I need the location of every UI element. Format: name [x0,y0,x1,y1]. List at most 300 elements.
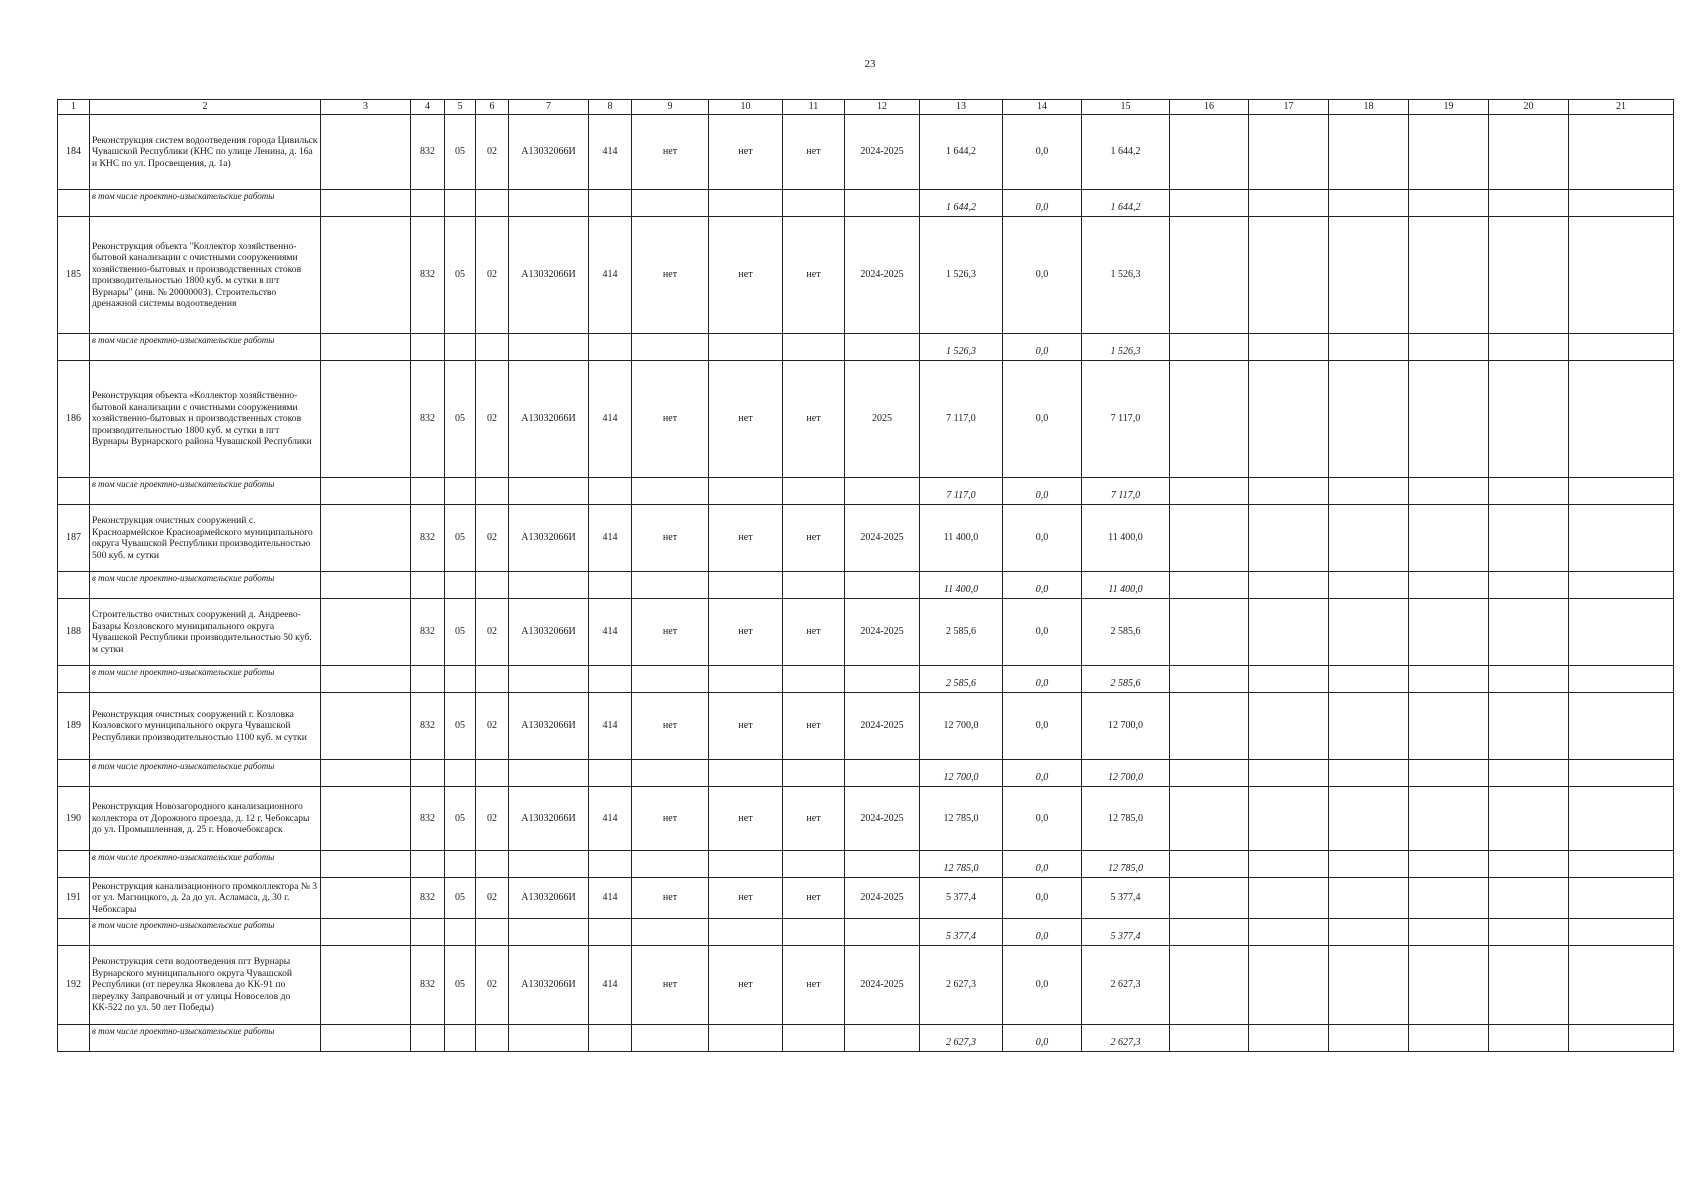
cell-amount: 2 627,3 [1082,1025,1170,1052]
subrow-label: в том числе проектно-изыскательские работы [90,919,321,946]
cell-empty [411,666,445,693]
cell-empty [1569,946,1674,1025]
cell-subsection: 02 [476,115,509,190]
cell-amount: 1 644,2 [920,190,1003,217]
subrow-label: в том числе проектно-изыскательские работы [90,190,321,217]
cell-empty [445,478,476,505]
cell-empty [1249,1025,1329,1052]
row-number: 190 [58,787,90,851]
cell-empty [1409,190,1489,217]
row-number: 184 [58,115,90,190]
cell-empty [632,1025,709,1052]
cell-subsection: 02 [476,217,509,334]
cell-empty [1170,361,1249,478]
cell-amount: 12 785,0 [920,851,1003,878]
cell-empty [845,190,920,217]
cell-empty [58,334,90,361]
cell-empty [1170,919,1249,946]
cell-empty [476,1025,509,1052]
cell-empty [1489,190,1569,217]
cell-empty [783,478,845,505]
col-header: 10 [709,100,783,115]
cell-flag: нет [783,361,845,478]
cell-empty [445,190,476,217]
cell-empty [1569,478,1674,505]
table-row [58,878,1674,919]
cell-empty [589,478,632,505]
cell-amount: 2 585,6 [1082,666,1170,693]
cell-amount: 2 585,6 [920,599,1003,666]
cell-empty [709,334,783,361]
cell-empty [1329,693,1409,760]
cell-empty [1249,505,1329,572]
cell-empty [1569,505,1674,572]
cell-target-article: А13032066И [509,599,589,666]
cell-period: 2024-2025 [845,217,920,334]
cell-empty [58,851,90,878]
cell-empty [321,361,411,478]
object-name: Реконструкция сети водоотведения пгт Вурнары Вурнарского муниципального округа Чувашской Республики (от переулка Яковлева до КК-91 по переулку Заправочный и от улицы Новоселов до КК-522 по ул. 50 лет Победы) [90,946,321,1025]
cell-empty [845,919,920,946]
cell-empty [445,572,476,599]
cell-empty [509,334,589,361]
cell-amount: 0,0 [1003,787,1082,851]
cell-flag: нет [783,115,845,190]
cell-amount: 0,0 [1003,919,1082,946]
cell-empty [1489,115,1569,190]
col-header: 1 [58,100,90,115]
cell-empty [321,946,411,1025]
col-header: 17 [1249,100,1329,115]
cell-empty [1170,1025,1249,1052]
cell-empty [1409,361,1489,478]
cell-empty [845,1025,920,1052]
cell-empty [783,919,845,946]
cell-empty [1569,572,1674,599]
table-subrow [58,572,1674,599]
cell-empty [589,919,632,946]
cell-empty [1569,878,1674,919]
cell-empty [1170,878,1249,919]
cell-empty [1409,878,1489,919]
cell-flag: нет [709,878,783,919]
object-name: Реконструкция очистных сооружений г. Козловка Козловского муниципального округа Чувашской Республики производительностью 1100 куб. м сутки [90,693,321,760]
cell-empty [1489,361,1569,478]
cell-empty [1569,1025,1674,1052]
cell-amount: 12 700,0 [920,693,1003,760]
cell-amount: 1 644,2 [1082,190,1170,217]
cell-empty [709,1025,783,1052]
cell-empty [845,666,920,693]
cell-amount: 1 526,3 [1082,217,1170,334]
row-number: 189 [58,693,90,760]
table-subrow [58,919,1674,946]
cell-flag: нет [709,693,783,760]
cell-empty [1249,787,1329,851]
cell-period: 2024-2025 [845,693,920,760]
cell-empty [1409,115,1489,190]
cell-amount: 1 526,3 [1082,334,1170,361]
cell-amount: 7 117,0 [1082,478,1170,505]
cell-empty [1569,115,1674,190]
cell-empty [1569,693,1674,760]
table-row [58,946,1674,1025]
object-name: Реконструкция очистных сооружений с. Красноармейское Красноармейского муниципального округа Чувашской Республики производительностью 500 куб. м сутки [90,505,321,572]
cell-target-article: А13032066И [509,787,589,851]
cell-empty [445,666,476,693]
cell-target-article: А13032066И [509,878,589,919]
cell-period: 2024-2025 [845,787,920,851]
cell-amount: 2 627,3 [1082,946,1170,1025]
cell-empty [321,1025,411,1052]
cell-amount: 0,0 [1003,190,1082,217]
budget-table [57,99,1674,1052]
cell-empty [321,851,411,878]
object-name: Реконструкция канализационного промколлектора № 3 от ул. Магницкого, д. 2а до ул. Асламаса, д. 30 г. Чебоксары [90,878,321,919]
cell-empty [589,1025,632,1052]
cell-empty [589,851,632,878]
cell-code: 832 [411,599,445,666]
cell-empty [1170,334,1249,361]
cell-empty [321,666,411,693]
object-name: Реконструкция объекта «Коллектор хозяйственно-бытовой канализации с очистными сооружениями хозяйственно-бытовых и производственных стоков производительностью 1800 куб. м сутки в пгт Вурнары Вурнарского района Чувашской Республики [90,361,321,478]
cell-empty [476,190,509,217]
cell-empty [1249,919,1329,946]
cell-amount: 7 117,0 [1082,361,1170,478]
cell-section: 05 [445,946,476,1025]
cell-flag: нет [632,217,709,334]
cell-empty [509,919,589,946]
cell-empty [783,334,845,361]
cell-subsection: 02 [476,599,509,666]
cell-amount: 11 400,0 [920,572,1003,599]
cell-empty [632,572,709,599]
header-row [58,100,1674,115]
table-row [58,217,1674,334]
cell-empty [1249,851,1329,878]
cell-empty [1170,478,1249,505]
cell-amount: 1 644,2 [920,115,1003,190]
cell-flag: нет [783,693,845,760]
cell-empty [709,572,783,599]
cell-target-article: А13032066И [509,505,589,572]
cell-target-article: А13032066И [509,115,589,190]
cell-empty [783,190,845,217]
cell-amount: 12 700,0 [920,760,1003,787]
cell-amount: 12 785,0 [1082,851,1170,878]
col-header: 21 [1569,100,1674,115]
cell-amount: 0,0 [1003,115,1082,190]
cell-expense-type: 414 [589,787,632,851]
cell-flag: нет [709,946,783,1025]
cell-empty [632,478,709,505]
cell-empty [58,919,90,946]
col-header: 12 [845,100,920,115]
cell-empty [1409,334,1489,361]
cell-amount: 11 400,0 [1082,572,1170,599]
cell-subsection: 02 [476,693,509,760]
cell-empty [509,666,589,693]
cell-empty [1489,572,1569,599]
cell-empty [1329,190,1409,217]
subrow-label: в том числе проектно-изыскательские работы [90,760,321,787]
cell-empty [1329,361,1409,478]
cell-empty [845,760,920,787]
subrow-label: в том числе проектно-изыскательские работы [90,1025,321,1052]
cell-flag: нет [632,878,709,919]
cell-empty [632,760,709,787]
cell-flag: нет [632,361,709,478]
cell-period: 2024-2025 [845,878,920,919]
table-row [58,115,1674,190]
cell-code: 832 [411,946,445,1025]
cell-empty [1170,787,1249,851]
cell-empty [1170,946,1249,1025]
cell-empty [58,478,90,505]
cell-empty [321,115,411,190]
cell-empty [1409,787,1489,851]
col-header: 4 [411,100,445,115]
cell-empty [845,572,920,599]
cell-empty [1409,599,1489,666]
cell-empty [1329,851,1409,878]
cell-amount: 5 377,4 [1082,878,1170,919]
cell-empty [476,760,509,787]
cell-empty [509,851,589,878]
cell-empty [783,760,845,787]
cell-period: 2024-2025 [845,115,920,190]
cell-period: 2024-2025 [845,946,920,1025]
cell-amount: 0,0 [1003,878,1082,919]
cell-empty [1569,599,1674,666]
cell-flag: нет [783,787,845,851]
cell-flag: нет [709,599,783,666]
cell-expense-type: 414 [589,878,632,919]
cell-empty [321,787,411,851]
cell-empty [1409,478,1489,505]
cell-empty [783,851,845,878]
cell-empty [411,190,445,217]
cell-empty [1329,217,1409,334]
cell-empty [1329,599,1409,666]
cell-target-article: А13032066И [509,693,589,760]
cell-empty [1489,787,1569,851]
cell-empty [632,190,709,217]
cell-subsection: 02 [476,361,509,478]
cell-section: 05 [445,693,476,760]
cell-empty [509,190,589,217]
cell-empty [1409,693,1489,760]
cell-empty [411,334,445,361]
cell-empty [1409,505,1489,572]
cell-amount: 0,0 [1003,505,1082,572]
cell-expense-type: 414 [589,946,632,1025]
cell-subsection: 02 [476,946,509,1025]
cell-empty [1569,334,1674,361]
cell-amount: 0,0 [1003,946,1082,1025]
cell-empty [845,851,920,878]
cell-empty [1489,478,1569,505]
cell-empty [411,919,445,946]
cell-empty [589,334,632,361]
cell-empty [1249,478,1329,505]
cell-empty [1249,115,1329,190]
cell-code: 832 [411,878,445,919]
cell-flag: нет [709,361,783,478]
col-header: 18 [1329,100,1409,115]
cell-empty [1409,851,1489,878]
cell-amount: 2 627,3 [920,1025,1003,1052]
cell-empty [632,919,709,946]
cell-empty [1409,217,1489,334]
cell-empty [589,190,632,217]
cell-section: 05 [445,599,476,666]
cell-amount: 0,0 [1003,334,1082,361]
cell-empty [783,1025,845,1052]
cell-empty [1170,217,1249,334]
cell-empty [1489,946,1569,1025]
cell-empty [58,1025,90,1052]
cell-section: 05 [445,505,476,572]
cell-target-article: А13032066И [509,361,589,478]
cell-empty [1569,787,1674,851]
cell-empty [632,334,709,361]
cell-amount: 1 644,2 [1082,115,1170,190]
cell-empty [1569,361,1674,478]
cell-empty [1489,1025,1569,1052]
cell-amount: 0,0 [1003,572,1082,599]
cell-empty [1489,851,1569,878]
cell-expense-type: 414 [589,217,632,334]
cell-empty [709,919,783,946]
cell-empty [476,572,509,599]
cell-section: 05 [445,878,476,919]
cell-empty [1329,505,1409,572]
cell-empty [1329,760,1409,787]
cell-empty [1489,919,1569,946]
cell-empty [1329,115,1409,190]
cell-empty [1170,505,1249,572]
cell-empty [589,760,632,787]
cell-empty [58,572,90,599]
cell-empty [321,599,411,666]
cell-empty [1249,666,1329,693]
table-subrow [58,190,1674,217]
col-header: 9 [632,100,709,115]
cell-amount: 0,0 [1003,478,1082,505]
cell-amount: 5 377,4 [920,878,1003,919]
cell-empty [709,190,783,217]
cell-empty [1489,666,1569,693]
cell-empty [1489,217,1569,334]
cell-amount: 0,0 [1003,851,1082,878]
cell-empty [1170,190,1249,217]
row-number: 191 [58,878,90,919]
cell-subsection: 02 [476,878,509,919]
cell-amount: 2 585,6 [920,666,1003,693]
cell-subsection: 02 [476,505,509,572]
cell-empty [783,572,845,599]
cell-empty [1249,361,1329,478]
cell-empty [1249,878,1329,919]
cell-empty [1569,190,1674,217]
col-header: 6 [476,100,509,115]
cell-amount: 7 117,0 [920,478,1003,505]
cell-empty [589,572,632,599]
col-header: 20 [1489,100,1569,115]
cell-empty [509,760,589,787]
cell-empty [709,666,783,693]
cell-empty [1170,760,1249,787]
cell-empty [58,760,90,787]
cell-amount: 0,0 [1003,693,1082,760]
cell-empty [411,851,445,878]
cell-section: 05 [445,787,476,851]
cell-empty [1249,217,1329,334]
cell-empty [445,851,476,878]
cell-empty [321,334,411,361]
cell-empty [476,478,509,505]
cell-empty [1170,572,1249,599]
cell-amount: 12 700,0 [1082,760,1170,787]
cell-empty [321,505,411,572]
cell-empty [1329,946,1409,1025]
cell-empty [1170,693,1249,760]
cell-empty [1409,1025,1489,1052]
cell-empty [1329,572,1409,599]
cell-empty [411,1025,445,1052]
col-header: 16 [1170,100,1249,115]
cell-target-article: А13032066И [509,217,589,334]
cell-empty [476,851,509,878]
cell-amount: 5 377,4 [920,919,1003,946]
cell-code: 832 [411,693,445,760]
row-number: 187 [58,505,90,572]
cell-flag: нет [783,599,845,666]
cell-empty [589,666,632,693]
table-subrow [58,478,1674,505]
cell-period: 2024-2025 [845,599,920,666]
cell-code: 832 [411,361,445,478]
cell-empty [1329,919,1409,946]
cell-empty [321,878,411,919]
cell-empty [1409,666,1489,693]
cell-empty [1409,760,1489,787]
cell-empty [321,693,411,760]
table-subrow [58,1025,1674,1052]
cell-empty [1170,115,1249,190]
table-subrow [58,666,1674,693]
object-name: Реконструкция объекта "Коллектор хозяйственно-бытовой канализации с очистными сооружениями хозяйственно-бытовых и производственных стоков производительностью 1800 куб. м сутки в пгт Вурнары" (инв. № 20000003). Строительство дренажной системы водоотведения [90,217,321,334]
object-name: Реконструкция Новозагородного канализационного коллектора от Дорожного проезда, д. 12 г. Чебоксары до ул. Промышленная, д. 25 г. Новочебоксарск [90,787,321,851]
subrow-label: в том числе проектно-изыскательские работы [90,851,321,878]
row-number: 186 [58,361,90,478]
cell-amount: 1 526,3 [920,334,1003,361]
cell-empty [58,666,90,693]
cell-empty [1249,599,1329,666]
cell-amount: 7 117,0 [920,361,1003,478]
cell-empty [1409,572,1489,599]
cell-empty [1489,599,1569,666]
col-header: 7 [509,100,589,115]
table-row [58,599,1674,666]
cell-empty [445,334,476,361]
cell-section: 05 [445,217,476,334]
cell-flag: нет [709,217,783,334]
cell-empty [1249,190,1329,217]
cell-amount: 0,0 [1003,666,1082,693]
cell-empty [445,760,476,787]
